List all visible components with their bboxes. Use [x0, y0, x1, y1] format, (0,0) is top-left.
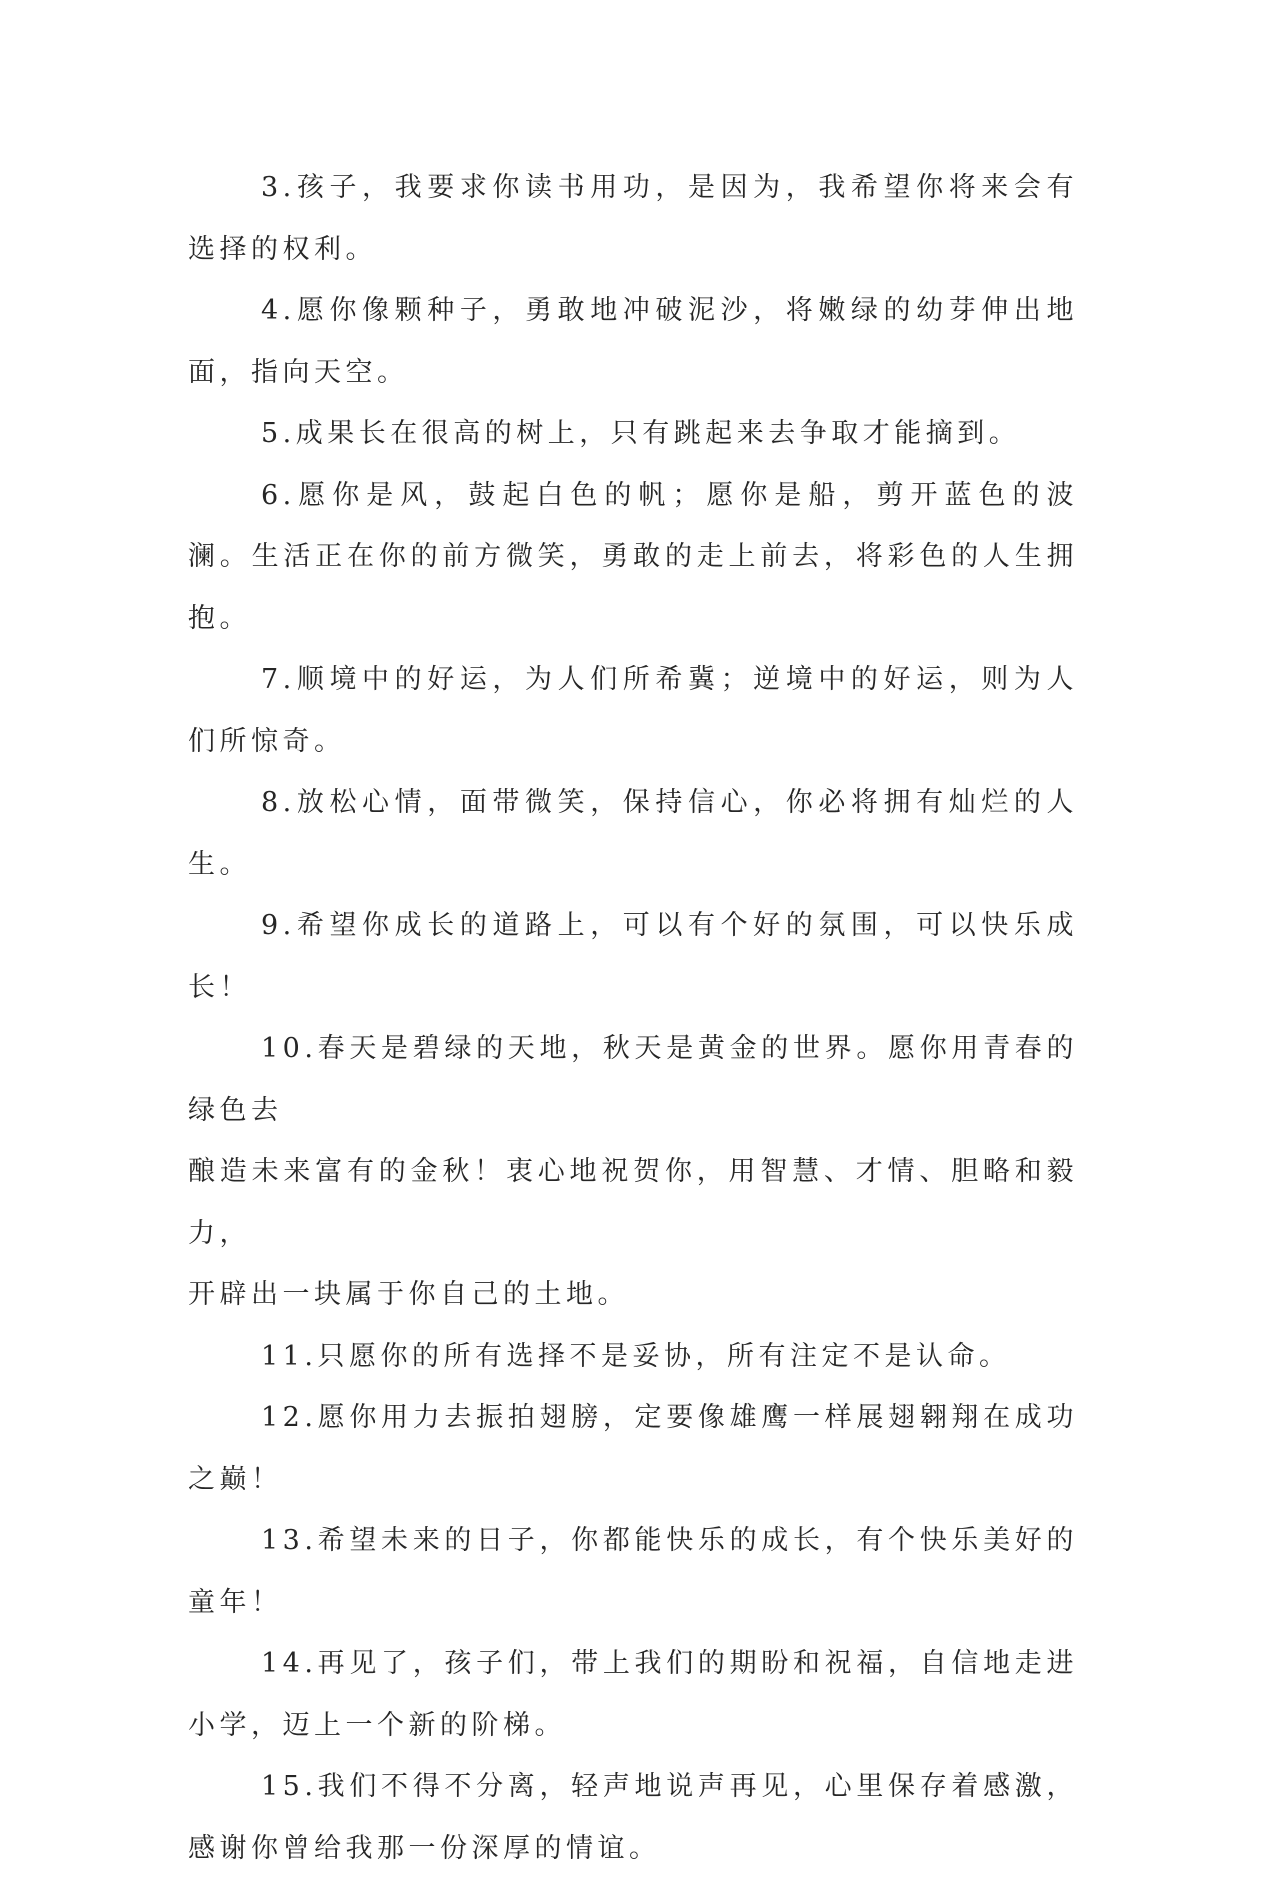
paragraph-13: 13.希望未来的日子，你都能快乐的成长，有个快乐美好的童年！ [188, 1525, 1078, 1618]
paragraph-10-line: 酿造未来富有的金秋！衷心地祝贺你，用智慧、才情、胆略和毅力， [188, 1156, 1078, 1249]
paragraph-9: 9.希望你成长的道路上，可以有个好的氛围，可以快乐成长！ [188, 910, 1078, 1003]
paragraph-12: 12.愿你用力去振拍翅膀，定要像雄鹰一样展翅翱翔在成功之巅！ [188, 1402, 1078, 1495]
paragraph-11: 11.只愿你的所有选择不是妥协，所有注定不是认命。 [261, 1340, 1011, 1372]
document-body [188, 157, 1078, 1879]
paragraph-7: 7.顺境中的好运，为人们所希冀；逆境中的好运，则为人们所惊奇。 [188, 664, 1078, 757]
paragraph-14: 14.再见了，孩子们，带上我们的期盼和祝福，自信地走进小学，迈上一个新的阶梯。 [188, 1648, 1078, 1741]
paragraph-10 [188, 1018, 1078, 1326]
paragraph-10-line: 开辟出一块属于你自己的土地。 [188, 1279, 629, 1310]
paragraph-4: 4.愿你像颗种子，勇敢地冲破泥沙，将嫩绿的幼芽伸出地面，指向天空。 [188, 295, 1078, 388]
paragraph-15: 15.我们不得不分离，轻声地说声再见，心里保存着感激，感谢你曾给我那一份深厚的情谊。 [188, 1771, 1078, 1864]
paragraph-5: 5.成果长在很高的树上，只有跳起来去争取才能摘到。 [261, 418, 1021, 449]
paragraph-10-line: 10.春天是碧绿的天地，秋天是黄金的世界。愿你用青春的绿色去 [188, 1033, 1078, 1126]
paragraph-8: 8.放松心情，面带微笑，保持信心，你必将拥有灿烂的人生。 [188, 787, 1078, 880]
paragraph-3: 3.孩子，我要求你读书用功，是因为，我希望你将来会有选择的权利。 [188, 172, 1078, 265]
paragraph-6: 6.愿你是风，鼓起白色的帆；愿你是船，剪开蓝色的波澜。生活正在你的前方微笑，勇敢的走上前去，将彩色的人生拥抱。 [188, 479, 1078, 634]
